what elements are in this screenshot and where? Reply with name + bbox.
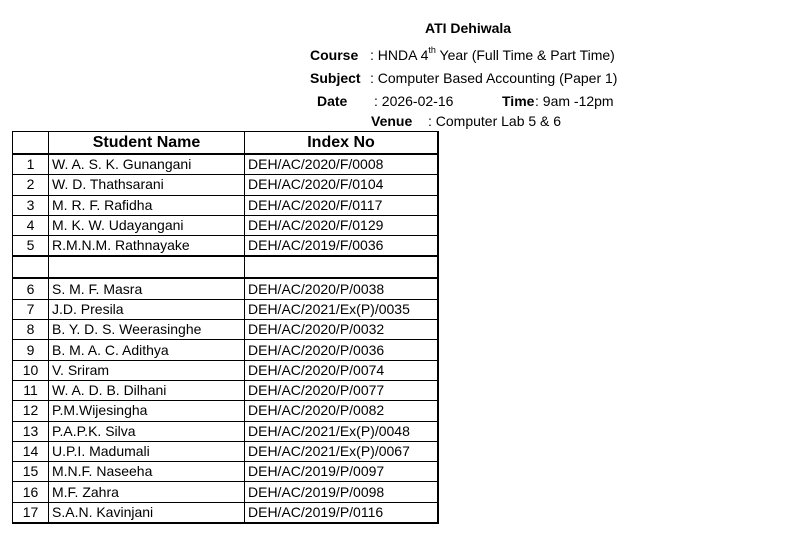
row-number: 9 bbox=[13, 340, 49, 360]
student-name-cell: U.P.I. Madumali bbox=[49, 441, 245, 461]
row-number: 12 bbox=[13, 401, 49, 421]
row-number: 7 bbox=[13, 299, 49, 319]
column-header-index-no: Index No bbox=[245, 132, 439, 155]
row-number: 3 bbox=[13, 195, 49, 215]
blank-cell bbox=[245, 256, 439, 278]
row-number: 2 bbox=[13, 175, 49, 195]
index-no-cell: DEH/AC/2020/P/0074 bbox=[245, 360, 439, 380]
full-time-rows bbox=[13, 154, 439, 256]
course-label: Course bbox=[310, 47, 359, 63]
row-number: 4 bbox=[13, 215, 49, 235]
table-row bbox=[13, 441, 439, 461]
subject-value: : Computer Based Accounting (Paper 1) bbox=[370, 70, 618, 86]
row-number: 13 bbox=[13, 421, 49, 441]
course-value bbox=[370, 47, 615, 63]
blank-cell bbox=[49, 256, 245, 278]
table-row bbox=[13, 380, 439, 400]
course-value-post: Year (Full Time & Part Time) bbox=[435, 47, 615, 63]
student-name-cell: P.M.Wijesingha bbox=[49, 401, 245, 421]
table-row bbox=[13, 421, 439, 441]
table-row bbox=[13, 320, 439, 340]
row-number: 16 bbox=[13, 482, 49, 502]
column-header-student-name: Student Name bbox=[49, 132, 245, 155]
row-number: 11 bbox=[13, 380, 49, 400]
table-row bbox=[13, 278, 439, 299]
row-number: 6 bbox=[13, 278, 49, 299]
index-no-cell: DEH/AC/2020/P/0082 bbox=[245, 401, 439, 421]
index-no-cell: DEH/AC/2020/P/0032 bbox=[245, 320, 439, 340]
student-table bbox=[12, 131, 439, 524]
student-name-cell: B. M. A. C. Adithya bbox=[49, 340, 245, 360]
student-name-cell: S.A.N. Kavinjani bbox=[49, 502, 245, 523]
index-no-cell: DEH/AC/2020/P/0038 bbox=[245, 278, 439, 299]
column-header-number bbox=[13, 132, 49, 155]
row-number: 8 bbox=[13, 320, 49, 340]
row-number: 10 bbox=[13, 360, 49, 380]
table-row bbox=[13, 154, 439, 175]
table-row bbox=[13, 360, 439, 380]
index-no-cell: DEH/AC/2019/P/0098 bbox=[245, 482, 439, 502]
student-name-cell: W. D. Thathsarani bbox=[49, 175, 245, 195]
date-label: Date bbox=[317, 93, 348, 109]
index-no-cell: DEH/AC/2020/F/0117 bbox=[245, 195, 439, 215]
table-row bbox=[13, 236, 439, 257]
table-row bbox=[13, 299, 439, 319]
student-name-cell: W. A. D. B. Dilhani bbox=[49, 380, 245, 400]
index-no-cell: DEH/AC/2021/Ex(P)/0035 bbox=[245, 299, 439, 319]
table-row bbox=[13, 215, 439, 235]
student-name-cell: R.M.N.M. Rathnayake bbox=[49, 236, 245, 257]
index-no-cell: DEH/AC/2019/P/0116 bbox=[245, 502, 439, 523]
row-number: 14 bbox=[13, 441, 49, 461]
row-number: 15 bbox=[13, 462, 49, 482]
part-time-rows bbox=[13, 278, 439, 523]
course-value-pre: : HNDA 4 bbox=[370, 47, 429, 63]
row-number: 1 bbox=[13, 154, 49, 175]
index-no-cell: DEH/AC/2019/F/0036 bbox=[245, 236, 439, 257]
student-name-cell: P.A.P.K. Silva bbox=[49, 421, 245, 441]
table-row bbox=[13, 195, 439, 215]
date-value: : 2026-02-16 bbox=[374, 93, 454, 109]
institute-title: ATI Dehiwala bbox=[425, 20, 512, 36]
index-no-cell: DEH/AC/2020/F/0104 bbox=[245, 175, 439, 195]
index-no-cell: DEH/AC/2020/P/0036 bbox=[245, 340, 439, 360]
index-no-cell: DEH/AC/2021/Ex(P)/0067 bbox=[245, 441, 439, 461]
table-row bbox=[13, 462, 439, 482]
subject-label: Subject bbox=[310, 70, 361, 86]
course-value-sup: th bbox=[428, 45, 436, 56]
index-no-cell: DEH/AC/2020/F/0129 bbox=[245, 215, 439, 235]
table-row bbox=[13, 482, 439, 502]
student-name-cell: J.D. Presila bbox=[49, 299, 245, 319]
student-name-cell: B. Y. D. S. Weerasinghe bbox=[49, 320, 245, 340]
time-label: Time bbox=[502, 93, 535, 109]
index-no-cell: DEH/AC/2020/P/0077 bbox=[245, 380, 439, 400]
venue-label: Venue bbox=[371, 113, 413, 129]
index-no-cell: DEH/AC/2021/Ex(P)/0048 bbox=[245, 421, 439, 441]
table-row bbox=[13, 401, 439, 421]
student-name-cell: M. R. F. Rafidha bbox=[49, 195, 245, 215]
student-name-cell: M.N.F. Naseeha bbox=[49, 462, 245, 482]
table-row bbox=[13, 175, 439, 195]
table-row bbox=[13, 340, 439, 360]
student-name-cell: V. Sriram bbox=[49, 360, 245, 380]
student-name-cell: W. A. S. K. Gunangani bbox=[49, 154, 245, 175]
student-name-cell: S. M. F. Masra bbox=[49, 278, 245, 299]
time-value: : 9am -12pm bbox=[535, 93, 614, 109]
row-number: 17 bbox=[13, 502, 49, 523]
venue-value: : Computer Lab 5 & 6 bbox=[428, 113, 562, 129]
table-header-row bbox=[13, 132, 439, 155]
blank-cell bbox=[13, 256, 49, 278]
separator-section bbox=[13, 256, 439, 278]
student-name-cell: M.F. Zahra bbox=[49, 482, 245, 502]
student-name-cell: M. K. W. Udayangani bbox=[49, 215, 245, 235]
table-row bbox=[13, 502, 439, 523]
index-no-cell: DEH/AC/2020/F/0008 bbox=[245, 154, 439, 175]
row-number: 5 bbox=[13, 236, 49, 257]
blank-separator-row bbox=[13, 256, 439, 278]
index-no-cell: DEH/AC/2019/P/0097 bbox=[245, 462, 439, 482]
